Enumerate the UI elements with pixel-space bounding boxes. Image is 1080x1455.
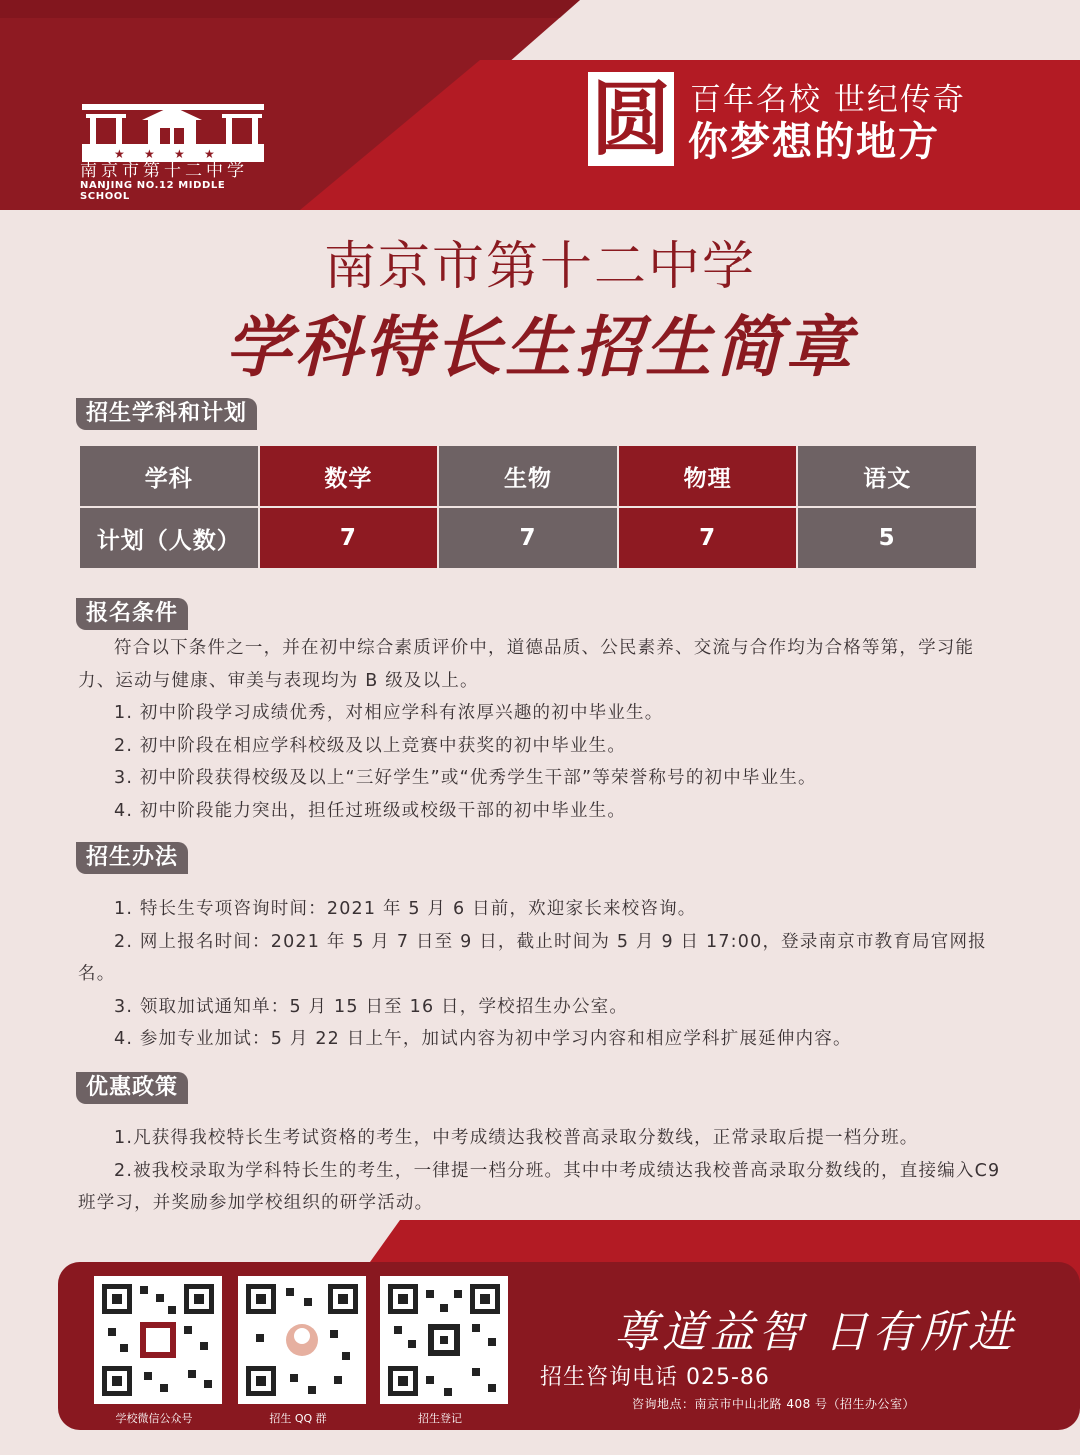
qr-code-icon xyxy=(380,1276,508,1404)
logo-name-cn: 南京市第十二中学 xyxy=(80,161,248,181)
qr-label-wechat: 学校微信公众号 xyxy=(115,1412,193,1425)
plan-subject-cell: 物理 xyxy=(618,445,798,507)
policy-item: 2.被我校录取为学科特长生的考生，一律提一档分班。其中中考成绩达我校普高录取分数线的，直接编入C9班学习，并奖励参加学校组织的研学活动。 xyxy=(78,1160,1001,1213)
conditions-intro: 符合以下条件之一，并在初中综合素质评价中，道德品质、公民素养、交流与合作均为合格等第，学习能力、运动与健康、审美与表现均为 B 级及以上。 xyxy=(78,638,975,691)
svg-text:★: ★ xyxy=(114,147,125,161)
plan-header-count: 计划（人数） xyxy=(79,507,259,569)
conditions-item: 3. 初中阶段获得校级及以上“三好学生”或“优秀学生干部”等荣誉称号的初中毕业生。 xyxy=(114,768,817,788)
qr-code-qq-group[interactable] xyxy=(238,1276,366,1404)
conditions-item: 1. 初中阶段学习成绩优秀，对相应学科有浓厚兴趣的初中毕业生。 xyxy=(114,703,664,723)
section-label-methods: 招生办法 xyxy=(76,842,188,874)
slogan-line1: 百年名校 世纪传奇 xyxy=(690,82,966,118)
qr-code-icon xyxy=(238,1276,366,1404)
policy-text xyxy=(78,1122,1008,1220)
policy-item: 1.凡获得我校特长生考试资格的考生，中考成绩达我校普高录取分数线，正常录取后提一档分班。 xyxy=(114,1128,919,1148)
qr-label-qq-group: 招生 QQ 群 xyxy=(269,1412,327,1425)
plan-count-cell: 5 xyxy=(797,507,977,569)
plan-count-cell: 7 xyxy=(618,507,798,569)
svg-text:★: ★ xyxy=(204,147,215,161)
slogan-line2: 你梦想的地方 xyxy=(688,118,940,165)
plan-subject-cell: 语文 xyxy=(797,445,977,507)
methods-item: 4. 参加专业加试：5 月 22 日上午，加试内容为初中学习内容和相应学科扩展延伸内容。 xyxy=(114,1029,852,1049)
plan-table-row-subjects xyxy=(79,445,977,507)
methods-item: 1. 特长生专项咨询时间：2021 年 5 月 6 日前，欢迎家长来校咨询。 xyxy=(114,899,697,919)
conditions-item: 4. 初中阶段能力突出，担任过班级或校级干部的初中毕业生。 xyxy=(114,800,627,821)
plan-subject-cell: 数学 xyxy=(259,445,439,507)
svg-text:★: ★ xyxy=(174,147,185,161)
yuan-character-badge: 圆 xyxy=(588,72,674,166)
logo-name-en: NANJING NO.12 MIDDLE SCHOOL xyxy=(80,180,226,202)
plan-count-cell: 7 xyxy=(438,507,618,569)
consult-address: 咨询地点：南京市中山北路 408 号（招生办公室） xyxy=(632,1397,916,1411)
methods-item: 2. 网上报名时间：2021 年 5 月 7 日至 9 日，截止时间为 5 月 9 日 17:00，登录南京市教育局官网报名。 xyxy=(78,931,987,984)
plan-header-subject: 学科 xyxy=(79,445,259,507)
main-title: 学科特长生招生简章 xyxy=(225,309,855,386)
conditions-item: 2. 初中阶段在相应学科校级及以上竞赛中获奖的初中毕业生。 xyxy=(114,735,627,756)
plan-count-cell: 7 xyxy=(259,507,439,569)
section-label-conditions: 报名条件 xyxy=(76,598,188,630)
section-label-policy: 优惠政策 xyxy=(76,1072,188,1104)
qr-code-wechat[interactable] xyxy=(94,1276,222,1404)
plan-table xyxy=(78,444,978,570)
qr-code-icon xyxy=(94,1276,222,1404)
svg-text:★: ★ xyxy=(144,147,155,161)
school-title: 南京市第十二中学 xyxy=(323,237,756,297)
methods-text xyxy=(78,893,1008,1056)
admission-phone: 招生咨询电话 025-86 xyxy=(540,1365,770,1390)
qr-label-registration: 招生登记 xyxy=(418,1412,462,1425)
school-motto: 尊道益智 日有所进 xyxy=(614,1307,1016,1358)
section-label-plan: 招生学科和计划 xyxy=(76,398,257,430)
qr-code-registration[interactable] xyxy=(380,1276,508,1404)
plan-table-row-counts xyxy=(79,507,977,569)
plan-subject-cell: 生物 xyxy=(438,445,618,507)
conditions-text xyxy=(78,632,1008,827)
methods-item: 3. 领取加试通知单：5 月 15 日至 16 日，学校招生办公室。 xyxy=(114,996,629,1017)
